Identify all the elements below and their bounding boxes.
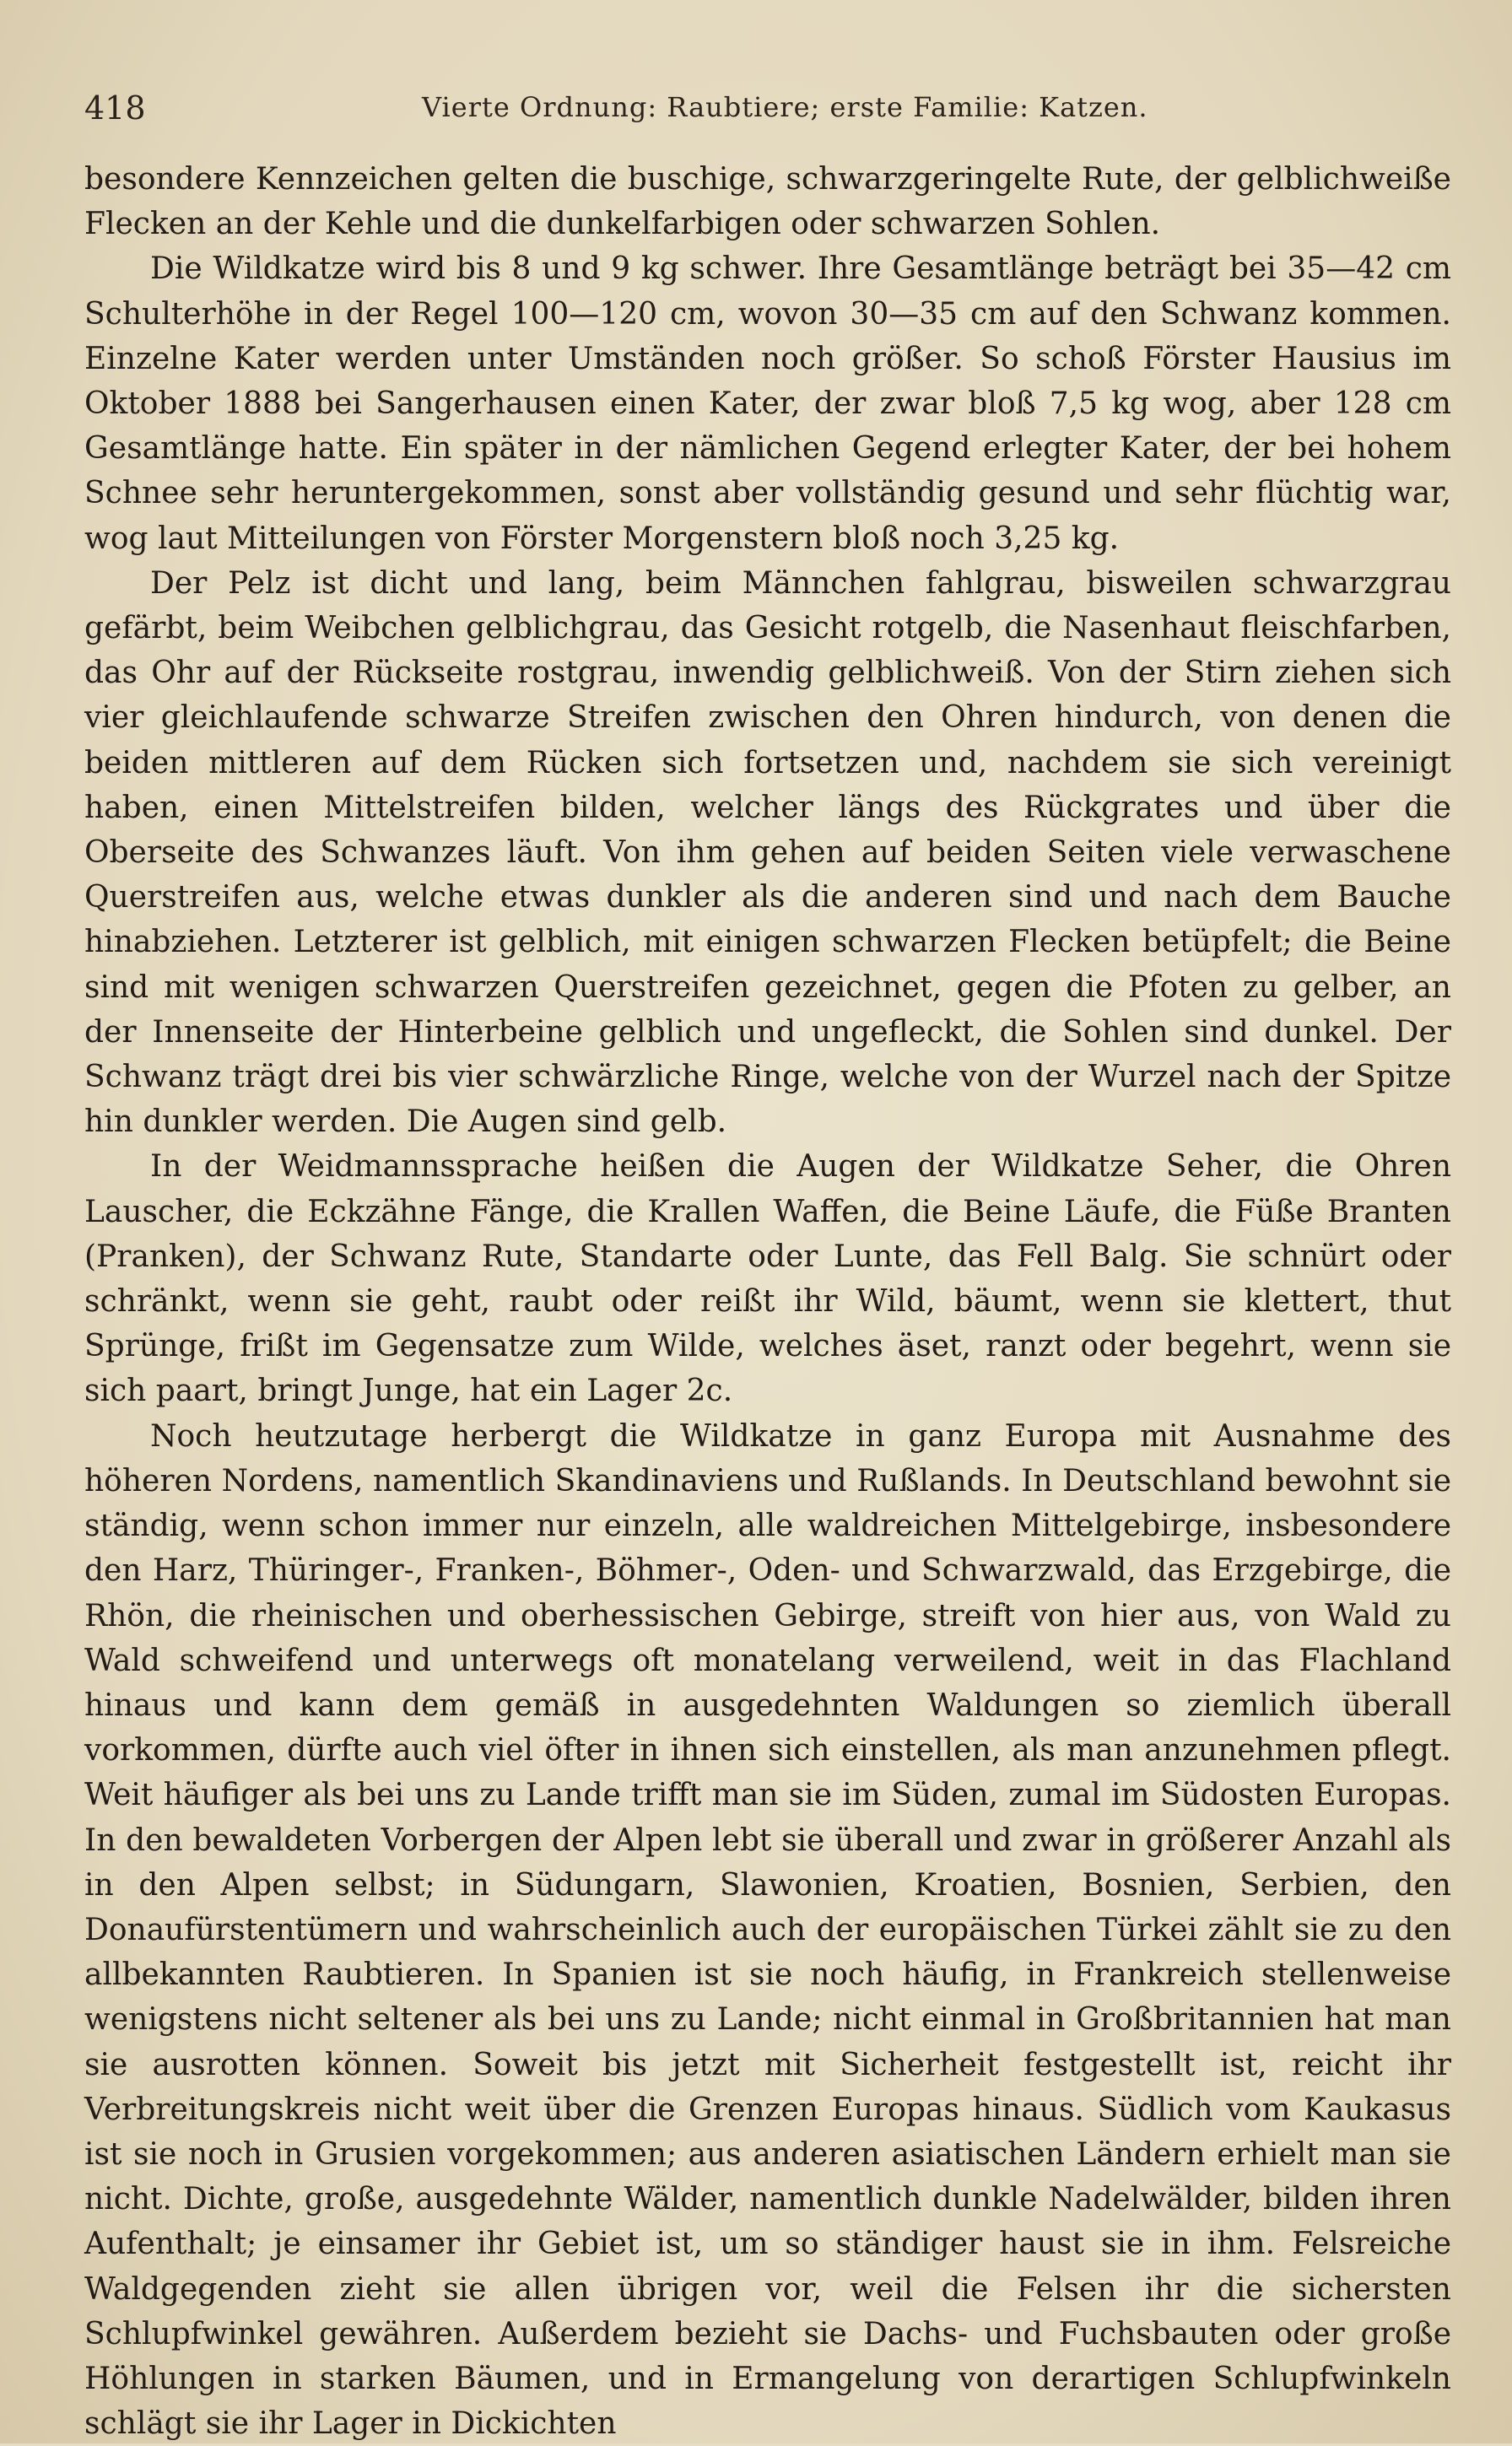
paragraph-hunting-terms: In der Weidmannssprache heißen die Augen der Wildkatze Seher, die Ohren Lauscher, die Eckzähne Fänge, die Krallen Waffen, die Beine Läufe, die Füße Branten (Pranken), der Schwanz Rute, Standarte oder Lunte, das Fell Balg. Sie schnürt oder schränkt, wenn sie geht, raubt oder reißt ihr Wild, bäumt, wenn sie klettert, thut Sprünge, frißt im Gegensatze zum Wilde, welches äset, ranzt oder begehrt, wenn sie sich paart, bringt Junge, hat ein Lager 2c.	[84, 1149, 1451, 1409]
paragraph-fur: Der Pelz ist dicht und lang, beim Männchen fahlgrau, bisweilen schwarzgrau gefärbt, beim Weibchen gelblichgrau, das Gesicht rotgelb, die Nasenhaut fleischfarben, das Ohr auf der Rückseite rostgrau, inwendig gelblichweiß. Von der Stirn ziehen sich vier gleichlaufende schwarze Streifen zwischen den Ohren hindurch, von denen die beiden mittleren auf dem Rücken sich fortsetzen und, nachdem sie sich vereinigt haben, einen Mittelstreifen bilden, welcher längs des Rückgrates und über die Oberseite des Schwanzes läuft. Von ihm gehen auf beiden Seiten viele verwaschene Querstreifen aus, welche etwas dunkler als die anderen sind und nach dem Bauche hinabziehen. Letzterer ist gelblich, mit einigen schwarzen Flecken betüpfelt; die Beine sind mit wenigen schwarzen Querstreifen gezeichnet, gegen die Pfoten zu gelber, an der Innenseite der Hinterbeine gelblich und ungefleckt, die Sohlen sind dunkel. Der Schwanz trägt drei bis vier schwärzliche Ringe, welche von der Wurzel nach der Spitze hin dunkler werden. Die Augen sind gelb.	[84, 565, 1451, 1140]
paragraph-continuation: besondere Kennzeichen gelten die buschige, schwarzgeringelte Rute, der gelblichweiße Flecken an der Kehle und die dunkelfarbigen oder schwarzen Sohlen.	[84, 162, 1451, 242]
paragraph-size: Die Wildkatze wird bis 8 und 9 kg schwer. Ihre Gesamtlänge beträgt bei 35—42 cm Schulterhöhe in der Regel 100—120 cm, wovon 30—35 cm auf den Schwanz kommen. Einzelne Kater werden unter Umständen noch größer. So schoß Förster Hausius im Oktober 1888 bei Sangerhausen einen Kater, der zwar bloß 7,5 kg wog, aber 128 cm Gesamtlänge hatte. Ein später in der nämlichen Gegend erlegter Kater, der bei hohem Schnee sehr heruntergekommen, sonst aber vollständig gesund und sehr flüchtig war, wog laut Mitteilungen von Förster Morgenstern bloß noch 3,25 kg.	[84, 251, 1451, 556]
running-head: Vierte Ordnung: Raubtiere; erste Familie: Katzen.	[422, 91, 1148, 123]
page-header	[84, 84, 1468, 135]
body-text	[84, 157, 1451, 2446]
page-number: 418	[84, 89, 146, 127]
paragraph-distribution: Noch heutzutage herbergt die Wildkatze in ganz Europa mit Ausnahme des höheren Nordens, namentlich Skandinaviens und Rußlands. In Deutschland bewohnt sie ständig, wenn schon immer nur einzeln, alle waldreichen Mittelgebirge, insbesondere den Harz, Thüringer-, Franken-, Böhmer-, Oden- und Schwarzwald, das Erzgebirge, die Rhön, die rheinischen und oberhessischen Gebirge, streift von hier aus, von Wald zu Wald schweifend und unterwegs oft monatelang verweilend, weit in das Flachland hinaus und kann dem gemäß in ausgedehnten Waldungen so ziemlich überall vorkommen, dürfte auch viel öfter in ihnen sich einstellen, als man anzunehmen pflegt. Weit häufiger als bei uns zu Lande trifft man sie im Süden, zumal im Südosten Europas. In den bewaldeten Vorbergen der Alpen lebt sie überall und zwar in größerer Anzahl als in den Alpen selbst; in Südungarn, Slawonien, Kroatien, Bosnien, Serbien, den Donaufürstentümern und wahrscheinlich auch der europäischen Türkei zählt sie zu den allbekannten Raubtieren. In Spanien ist sie noch häufig, in Frankreich stellenweise wenigstens nicht seltener als bei uns zu Lande; nicht einmal in Großbritannien hat man sie ausrotten können. Soweit bis jetzt mit Sicherheit festgestellt ist, reicht ihr Verbreitungskreis nicht weit über die Grenzen Europas hinaus. Südlich vom Kaukasus ist sie noch in Grusien vorgekommen; aus anderen asiatischen Ländern erhielt man sie nicht. Dichte, große, ausgedehnte Wälder, namentlich dunkle Nadelwälder, bilden ihren Aufenthalt; je einsamer ihr Gebiet ist, um so ständiger haust sie in ihm. Felsreiche Waldgegenden zieht sie allen übrigen vor, weil die Felsen ihr die sichersten Schlupfwinkel gewähren. Außerdem bezieht sie Dachs- und Fuchsbauten oder große Höhlungen in starken Bäumen, und in Ermangelung von derartigen Schlupfwinkeln schlägt sie ihr Lager in Dickichten	[84, 1418, 1451, 2442]
